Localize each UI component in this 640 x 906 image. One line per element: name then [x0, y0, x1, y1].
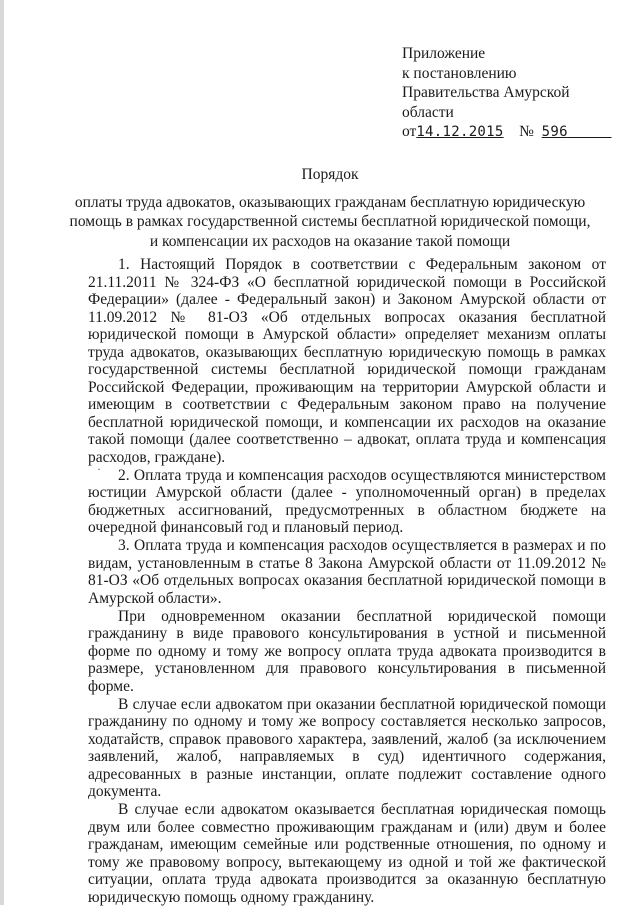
- paragraph-5: В случае если адвокатом при оказании бесплатной юридической помощи гражданину по одному и тому же вопросу составляется несколько запросов, ходатайств, справок правового характера, заявлений, жалоб (за исключением заявлений, жалоб, направляемых в суд) идентичного содержания, адресованных в разные инстанции, оплате подлежит составление одного документа.: [88, 695, 606, 800]
- annex-line-1: Приложение: [402, 45, 486, 62]
- annex-date-line: [402, 122, 602, 143]
- paragraph-4: При одновременном оказании бесплатной юридической помощи гражданину в виде правового консультирования в устной и письменной форме по одному и тому же вопросу оплата труда адвоката производится в размере, установленном для правового консультирования в письменной форме.: [88, 607, 606, 695]
- title-line-1: оплаты труда адвокатов, оказывающих гражданам бесплатную юридическую: [74, 193, 586, 211]
- body-text: [88, 256, 606, 906]
- paragraph-3: 3. Оплата труда и компенсация расходов осуществляется в размерах и по видам, установленным в статье 8 Закона Амурской области от 11.09.2012 № 81-ОЗ «Об отдельных вопросах оказания бесплатной юридической помощи в Амурской области».: [88, 537, 606, 607]
- stray-mark: ·: [97, 462, 101, 476]
- title-heading: Порядок: [301, 166, 359, 183]
- annex-block: [402, 44, 602, 143]
- document-title: [40, 165, 620, 251]
- paragraph-6: В случае если адвокатом оказывается бесплатная юридическая помощь двум или более совместно проживающим гражданам и (или) двум и более гражданам, имеющим семейные или родственные отношения, по одному и тому же правовому вопросу, вытекающему из одной и той же фактической ситуации, оплата труда адвоката производится за оказанную бесплатную юридическую помощь одному гражданину.: [88, 801, 606, 906]
- annex-line-2: к постановлению: [402, 64, 517, 82]
- title-line-2: помощь в рамках государственной системы бесплатной юридической помощи,: [69, 213, 591, 230]
- scan-edge: [0, 0, 4, 905]
- paragraph-1: 1. Настоящий Порядок в соответствии с Федеральным законом от 21.11.2011 № 324-ФЗ «О бесплатной юридической помощи в Российской Федерации» (далее - Федеральный закон) и Законом Амурской области от 11.09.2012 № 81-ОЗ «Об отдельных вопросах оказания бесплатной юридической помощи в Амурской области» определяет механизм оплаты труда адвокатов, оказывающих бесплатную юридическую помощь в рамках государственной системы бесплатной юридической помощи гражданам Российской Федерации, проживающим на территории Амурской области и имеющим в соответствии с Федеральным законом право на получение бесплатной юридической помощи, и компенсации их расходов на оказание такой помощи (далее соответственно – адвокат, оплата труда и компенсация расходов, граждане).: [88, 256, 606, 466]
- paragraph-2: 2. Оплата труда и компенсация расходов осуществляются министерством юстиции Амурской области (далее - уполномоченный орган) в пределах бюджетных ассигнований, предусмотренных в областном бюджете на очередной финансовый год и плановый период.: [88, 466, 606, 536]
- date-value: 14.12.2015: [416, 124, 504, 140]
- number-prefix: №: [519, 123, 534, 140]
- annex-line-4: области: [402, 103, 454, 121]
- number-value: 596: [541, 124, 568, 140]
- annex-line-3: Правительства Амурской: [402, 84, 570, 101]
- number-underline: [568, 124, 612, 140]
- date-prefix: от: [402, 123, 417, 140]
- title-line-3: и компенсации их расходов на оказание такой помощи: [149, 232, 511, 250]
